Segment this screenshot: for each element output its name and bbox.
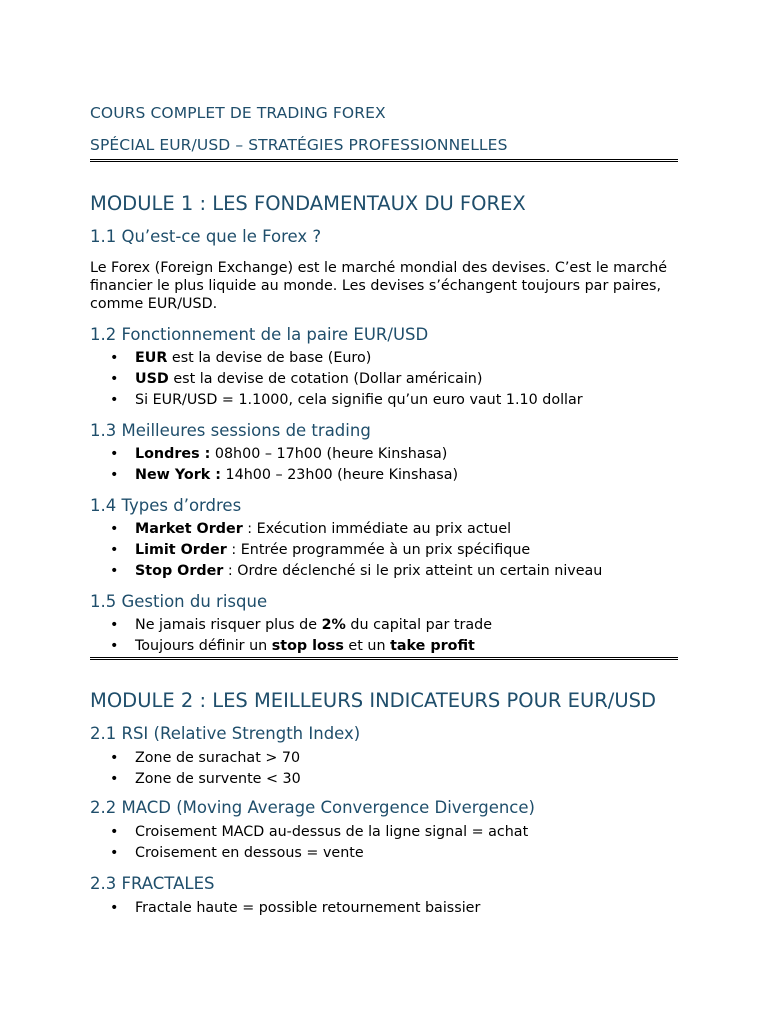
list-item (90, 519, 602, 540)
list-item (90, 369, 583, 390)
list-item-text: : Ordre déclenché si le prix atteint un certain niveau (223, 563, 603, 579)
bullet-icon: • (110, 446, 119, 462)
list-item-text: est la devise de cotation (Dollar américain) (168, 371, 483, 387)
list-item-term: Londres : (135, 446, 211, 462)
list-item-text: Fractale haute = possible retournement baissier (135, 900, 481, 916)
list-item-text: Zone de surachat > 70 (135, 750, 301, 766)
list-item-text: 08h00 – 17h00 (heure Kinshasa) (210, 446, 448, 462)
bullet-icon: • (110, 350, 119, 366)
list-item-text: du capital par trade (345, 617, 493, 633)
bullet-icon: • (110, 750, 119, 766)
bullet-icon: • (110, 845, 119, 861)
list-item (90, 843, 528, 864)
document-title: COURS COMPLET DE TRADING FOREX (90, 104, 386, 122)
section-2-1-list (90, 748, 301, 790)
bullet-icon: • (110, 638, 119, 654)
section-1-3-list (90, 444, 458, 486)
document-subtitle: SPÉCIAL EUR/USD – STRATÉGIES PROFESSIONNELLES (90, 136, 508, 154)
list-item (90, 822, 528, 843)
list-item-emphasis: stop loss (271, 638, 344, 654)
list-item (90, 561, 602, 582)
list-item (90, 390, 583, 411)
list-item (90, 615, 492, 636)
section-1-4-title: 1.4 Types d’ordres (90, 496, 242, 515)
list-item (90, 769, 301, 790)
bullet-icon: • (110, 371, 119, 387)
section-2-3-list (90, 898, 480, 919)
double-rule-divider (90, 657, 678, 660)
list-item (90, 348, 583, 369)
section-2-1-title: 2.1 RSI (Relative Strength Index) (90, 724, 361, 743)
bullet-icon: • (110, 542, 119, 558)
list-item-text: Zone de survente < 30 (135, 771, 301, 787)
bullet-icon: • (110, 467, 119, 483)
section-1-4-list (90, 519, 602, 582)
module-2-title: MODULE 2 : LES MEILLEURS INDICATEURS POUR EUR/USD (90, 689, 657, 712)
list-item-emphasis: 2% (321, 617, 346, 633)
bullet-icon: • (110, 392, 119, 408)
list-item (90, 444, 458, 465)
section-1-3-title: 1.3 Meilleures sessions de trading (90, 421, 371, 440)
section-2-3-title: 2.3 FRACTALES (90, 874, 215, 893)
list-item-text: 14h00 – 23h00 (heure Kinshasa) (220, 467, 459, 483)
list-item-text: est la devise de base (Euro) (167, 350, 372, 366)
section-1-5-title: 1.5 Gestion du risque (90, 592, 268, 611)
list-item-text: Croisement MACD au-dessus de la ligne signal = achat (135, 824, 529, 840)
bullet-icon: • (110, 771, 119, 787)
list-item-term: New York : (135, 467, 221, 483)
section-1-5-list (90, 615, 492, 657)
list-item-text: : Exécution immédiate au prix actuel (242, 521, 512, 537)
section-1-2-title: 1.2 Fonctionnement de la paire EUR/USD (90, 325, 429, 344)
list-item-text: : Entrée programmée à un prix spécifique (226, 542, 531, 558)
list-item-text: Toujours définir un (135, 638, 272, 654)
list-item (90, 748, 301, 769)
section-2-2-title: 2.2 MACD (Moving Average Convergence Divergence) (90, 798, 535, 817)
bullet-icon: • (110, 563, 119, 579)
section-2-2-list (90, 822, 528, 864)
list-item-emphasis: take profit (390, 638, 475, 654)
module-1-title: MODULE 1 : LES FONDAMENTAUX DU FOREX (90, 192, 526, 215)
section-1-2-list (90, 348, 583, 411)
list-item-text: Si EUR/USD = 1.1000, cela signifie qu’un euro vaut 1.10 dollar (135, 392, 583, 408)
list-item (90, 636, 492, 657)
list-item (90, 540, 602, 561)
bullet-icon: • (110, 824, 119, 840)
list-item-term: USD (135, 371, 169, 387)
list-item-text: et un (343, 638, 391, 654)
list-item-text: Ne jamais risquer plus de (135, 617, 322, 633)
section-1-1-title: 1.1 Qu’est-ce que le Forex ? (90, 227, 322, 246)
list-item-term: Stop Order (135, 563, 224, 579)
bullet-icon: • (110, 617, 119, 633)
list-item-term: Market Order (135, 521, 243, 537)
double-rule-divider (90, 159, 678, 162)
bullet-icon: • (110, 900, 119, 916)
section-1-1-paragraph: Le Forex (Foreign Exchange) est le marché mondial des devises. C’est le marché financier le plus liquide au monde. Les devises s’échangent toujours par paires, comme EUR/USD. (90, 260, 668, 312)
list-item-term: EUR (135, 350, 168, 366)
list-item-term: Limit Order (135, 542, 227, 558)
list-item (90, 898, 480, 919)
list-item-text: Croisement en dessous = vente (135, 845, 364, 861)
list-item (90, 465, 458, 486)
bullet-icon: • (110, 521, 119, 537)
